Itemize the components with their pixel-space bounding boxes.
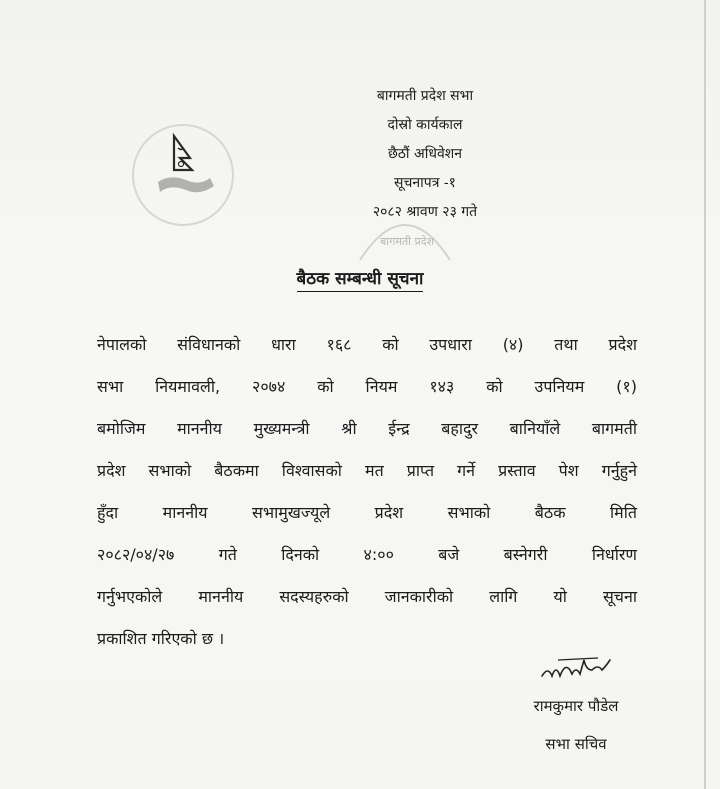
signer-name: रामकुमार पौडेल bbox=[533, 697, 619, 715]
body-line: सभा नियमावली, २०७४ को नियम १४३ को उपनियम (१) bbox=[97, 377, 637, 396]
notice-date: २०८२ श्रावण २३ गते bbox=[372, 204, 478, 220]
body-line: प्रदेश सभाको बैठकमा विश्वासको मत प्राप्त गर्ने प्रस्ताव पेश गर्नुहुने bbox=[97, 461, 637, 480]
handwritten-signature bbox=[538, 650, 618, 684]
body-line: २०८२/०४/२७ गते दिनको ४:०० बजे बस्नेगरी निर्धारण bbox=[97, 545, 637, 564]
notice-title bbox=[0, 266, 720, 289]
body-line: गर्नुभएकोले माननीय सदस्यहरुको जानकारीको लागि यो सूचना bbox=[97, 587, 637, 606]
notice-number: सूचनापत्र -१ bbox=[394, 175, 456, 191]
nepal-flag-emblem-icon bbox=[128, 120, 238, 230]
notice-header bbox=[300, 82, 550, 227]
term-label: दोस्रो कार्यकाल bbox=[387, 117, 463, 133]
notice-body bbox=[97, 333, 637, 669]
stamp-text: बागमती प्रदेश bbox=[380, 235, 435, 248]
assembly-name: बागमती प्रदेश सभा bbox=[376, 88, 474, 104]
signer-designation: सभा सचिव bbox=[545, 735, 607, 753]
body-line: नेपालको संविधानको धारा १६८ को उपधारा (४) तथा प्रदेश bbox=[97, 335, 637, 354]
notice-title-text: बैठक सम्बन्धी सूचना bbox=[297, 269, 424, 292]
page-edge-divider bbox=[704, 0, 706, 789]
body-line: प्रकाशित गरिएको छ । bbox=[97, 629, 225, 648]
body-line: हुँदा माननीय सभामुखज्यूले प्रदेश सभाको बैठक मिति bbox=[97, 503, 637, 522]
body-line: बमोजिम माननीय मुख्यमन्त्री श्री ईन्द्र बहादुर बानियाँले बागमती bbox=[97, 419, 637, 438]
session-label: छैठौं अधिवेशन bbox=[387, 146, 463, 162]
